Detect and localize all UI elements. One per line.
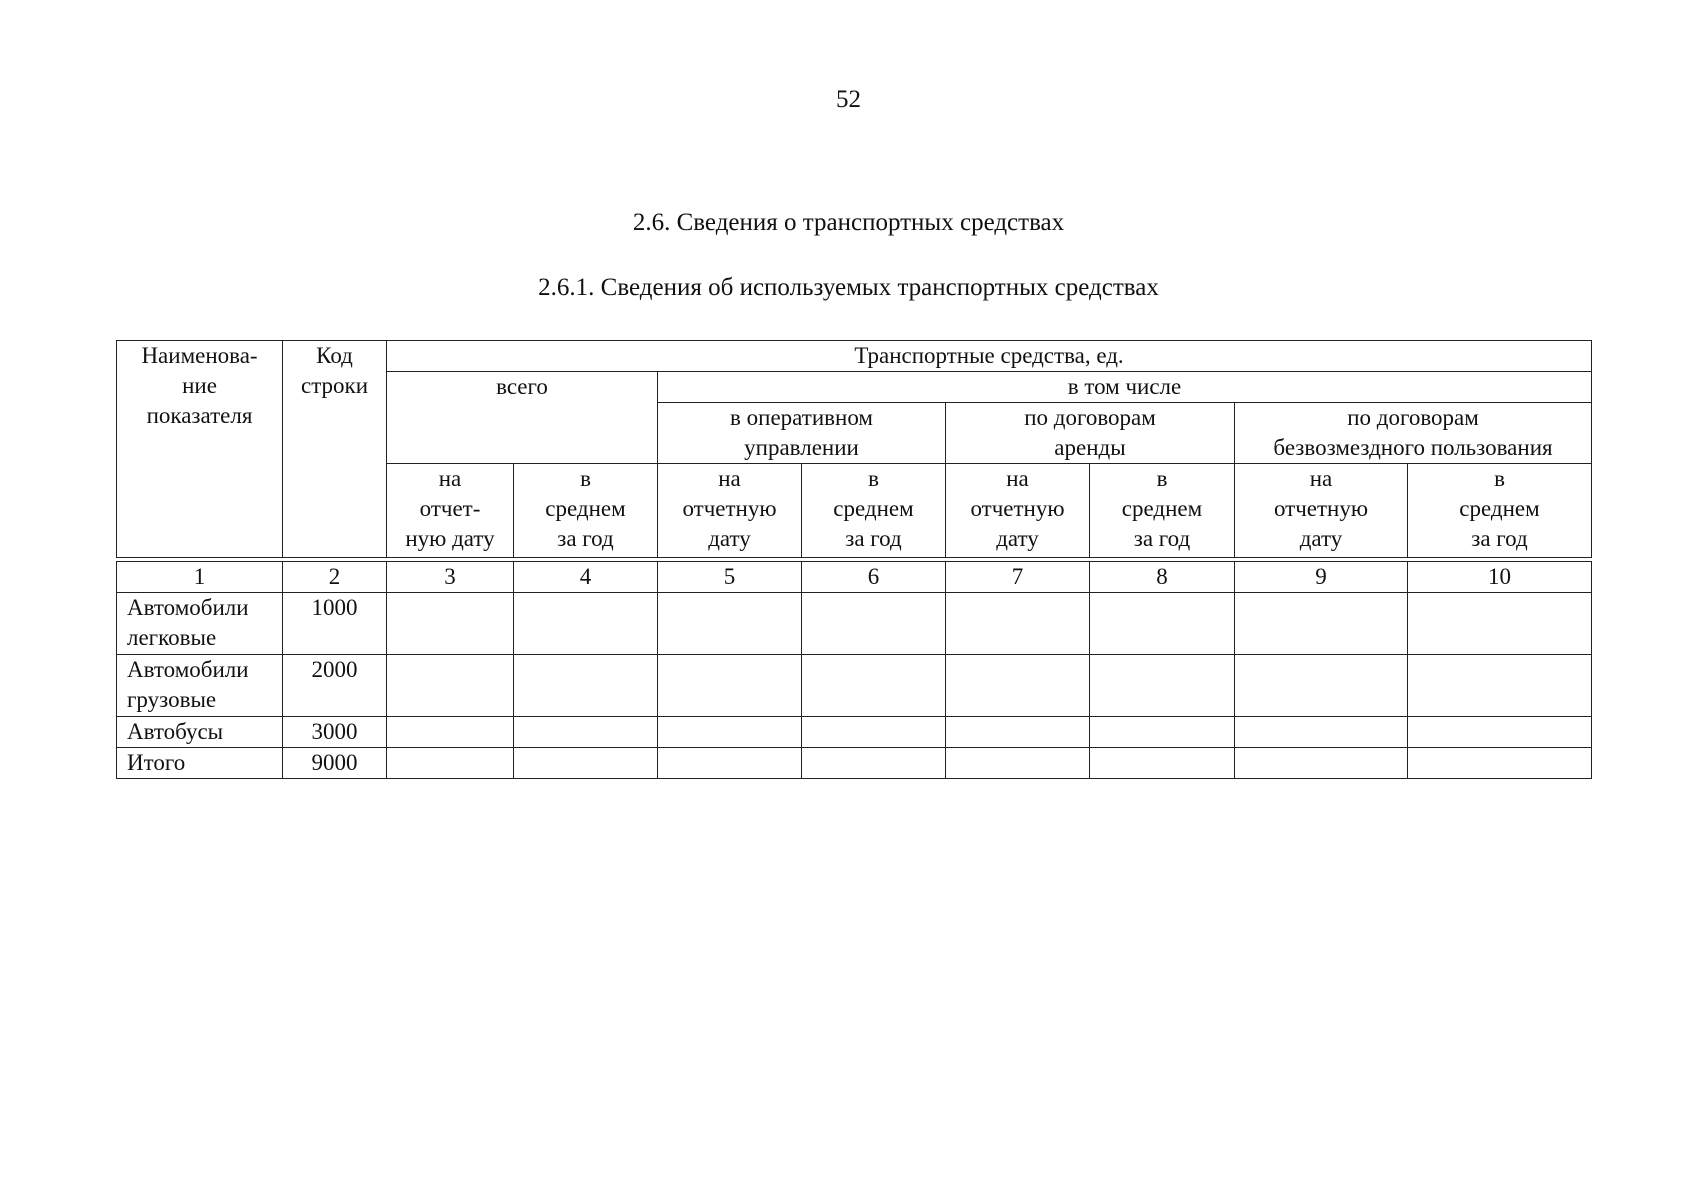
data-cell[interactable] bbox=[946, 593, 1090, 655]
table-row bbox=[117, 655, 1592, 717]
data-cell[interactable] bbox=[1408, 655, 1592, 717]
row-name: Автомобили легковые bbox=[117, 593, 283, 655]
data-cell[interactable] bbox=[946, 655, 1090, 717]
column-number: 9 bbox=[1235, 562, 1408, 593]
data-cell[interactable] bbox=[1408, 748, 1592, 779]
header-sub-4: в среднем за год bbox=[514, 464, 658, 558]
data-cell[interactable] bbox=[514, 655, 658, 717]
data-cell[interactable] bbox=[802, 717, 946, 748]
table-row bbox=[117, 593, 1592, 655]
header-row-code: Код строки bbox=[283, 341, 387, 558]
row-code: 2000 bbox=[283, 655, 387, 717]
header-sub-7: на отчетную дату bbox=[946, 464, 1090, 558]
header-sub-8: в среднем за год bbox=[1090, 464, 1235, 558]
column-number: 2 bbox=[283, 562, 387, 593]
header-sub-3: на отчет- ную дату bbox=[387, 464, 514, 558]
header-name-of-indicator: Наименова- ние показателя bbox=[117, 341, 283, 558]
header-operational-management: в оперативном управлении bbox=[658, 403, 946, 464]
row-code: 9000 bbox=[283, 748, 387, 779]
row-code: 3000 bbox=[283, 717, 387, 748]
data-cell[interactable] bbox=[802, 655, 946, 717]
header-lease: по договорам аренды bbox=[946, 403, 1235, 464]
column-number: 8 bbox=[1090, 562, 1235, 593]
header-including: в том числе bbox=[658, 372, 1592, 403]
header-free-use: по договорам безвозмездного пользования bbox=[1235, 403, 1592, 464]
header-row-1 bbox=[117, 341, 1592, 372]
data-cell[interactable] bbox=[1408, 593, 1592, 655]
data-cell[interactable] bbox=[1235, 748, 1408, 779]
data-cell[interactable] bbox=[387, 717, 514, 748]
data-cell[interactable] bbox=[1235, 655, 1408, 717]
column-numbers-row bbox=[117, 562, 1592, 593]
header-sub-10: в среднем за год bbox=[1408, 464, 1592, 558]
data-cell[interactable] bbox=[1408, 717, 1592, 748]
data-cell[interactable] bbox=[514, 717, 658, 748]
data-cell[interactable] bbox=[658, 717, 802, 748]
table-row bbox=[117, 748, 1592, 779]
row-code: 1000 bbox=[283, 593, 387, 655]
section-title: 2.6. Сведения о транспортных средствах bbox=[632, 209, 1065, 236]
column-number: 6 bbox=[802, 562, 946, 593]
column-number: 3 bbox=[387, 562, 514, 593]
data-cell[interactable] bbox=[387, 655, 514, 717]
data-cell[interactable] bbox=[1090, 655, 1235, 717]
data-cell[interactable] bbox=[658, 593, 802, 655]
column-number: 10 bbox=[1408, 562, 1592, 593]
header-total: всего bbox=[387, 372, 658, 464]
row-name: Автобусы bbox=[117, 717, 283, 748]
data-cell[interactable] bbox=[514, 748, 658, 779]
header-sub-6: в среднем за год bbox=[802, 464, 946, 558]
data-cell[interactable] bbox=[658, 655, 802, 717]
table-row bbox=[117, 717, 1592, 748]
page-number: 52 bbox=[836, 86, 861, 113]
subsection-title: 2.6.1. Сведения об используемых транспортных средствах bbox=[538, 274, 1159, 301]
data-cell[interactable] bbox=[946, 748, 1090, 779]
header-sub-5: на отчетную дату bbox=[658, 464, 802, 558]
row-name: Автомобили грузовые bbox=[117, 655, 283, 717]
data-cell[interactable] bbox=[802, 748, 946, 779]
data-cell[interactable] bbox=[946, 717, 1090, 748]
data-cell[interactable] bbox=[387, 593, 514, 655]
vehicles-table bbox=[116, 340, 1592, 779]
header-sub-9: на отчетную дату bbox=[1235, 464, 1408, 558]
data-cell[interactable] bbox=[514, 593, 658, 655]
data-cell[interactable] bbox=[1090, 748, 1235, 779]
data-cell[interactable] bbox=[387, 748, 514, 779]
column-number: 1 bbox=[117, 562, 283, 593]
data-cell[interactable] bbox=[1235, 717, 1408, 748]
data-cell[interactable] bbox=[802, 593, 946, 655]
row-name: Итого bbox=[117, 748, 283, 779]
data-cell[interactable] bbox=[658, 748, 802, 779]
data-cell[interactable] bbox=[1235, 593, 1408, 655]
header-vehicles-units: Транспортные средства, ед. bbox=[387, 341, 1592, 372]
column-number: 4 bbox=[514, 562, 658, 593]
data-cell[interactable] bbox=[1090, 717, 1235, 748]
column-number: 5 bbox=[658, 562, 802, 593]
column-number: 7 bbox=[946, 562, 1090, 593]
data-cell[interactable] bbox=[1090, 593, 1235, 655]
